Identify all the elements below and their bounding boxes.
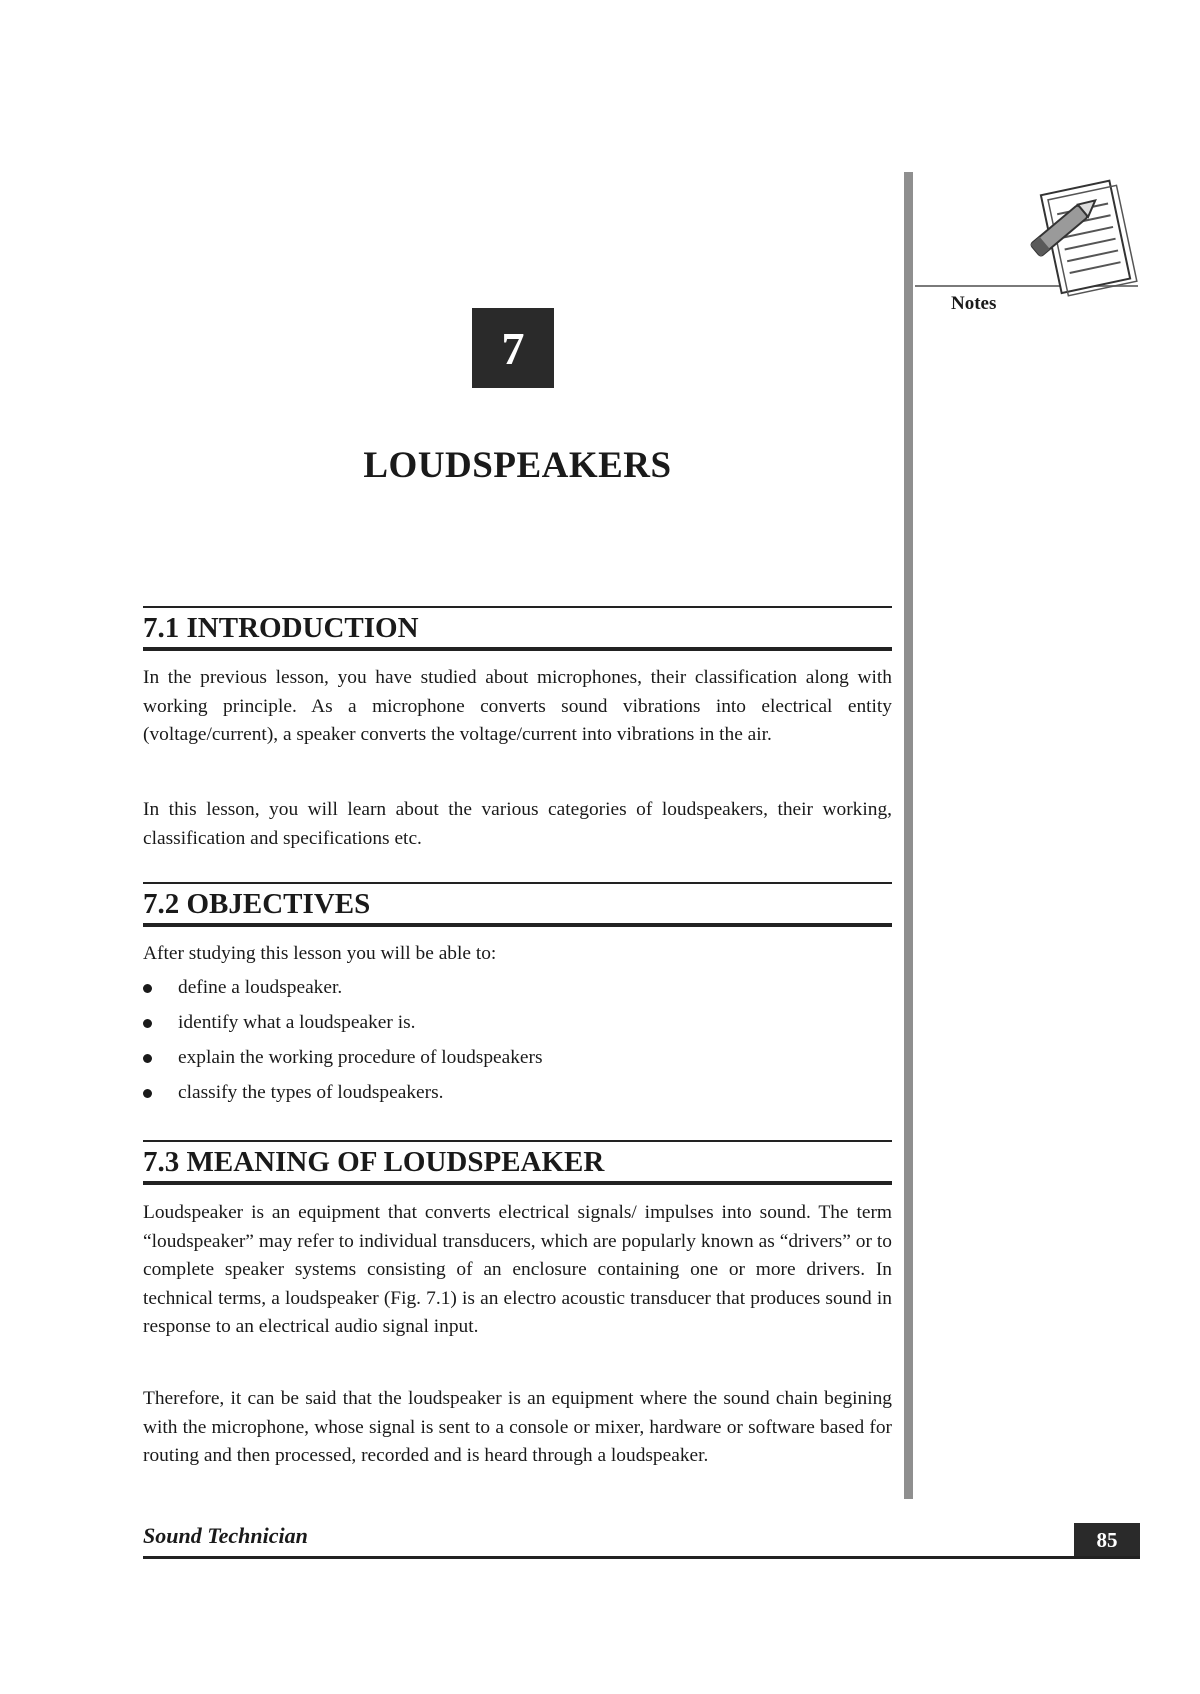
objectives-intro: After studying this lesson you will be able to: — [143, 943, 497, 964]
list-item — [143, 970, 892, 1005]
list-item-text: define a loudspeaker. — [178, 977, 343, 998]
paragraph: In the previous lesson, you have studied about microphones, their classification along with working principle. As a microphone converts sound vibrations into electrical entity (voltage/current), a speaker converts the voltage/current into vibrations in the air. — [143, 667, 892, 745]
section-heading-meaning: 7.3 MEANING OF LOUDSPEAKER — [143, 1140, 892, 1185]
footer-book-title: Sound Technician — [143, 1523, 308, 1548]
margin-divider — [904, 172, 913, 1499]
paragraph: Therefore, it can be said that the loudspeaker is an equipment where the sound chain begining with the microphone, whose signal is sent to a console or mixer, hardware or software based for routing and then processed, recorded and is heard through a loudspeaker. — [143, 1388, 892, 1466]
paragraph: Loudspeaker is an equipment that converts electrical signals/ impulses into sound. The term “loudspeaker” may refer to individual transducers, which are popularly known as “drivers” or to complete speaker systems consisting of an enclosure containing one or more drivers. In technical terms, a loudspeaker (Fig. 7.1) is an electro acoustic transducer that produces sound in response to an electrical audio signal input. — [143, 1202, 892, 1337]
bullet-icon — [143, 984, 152, 993]
notes-pencil-icon — [1020, 170, 1140, 300]
bullet-icon — [143, 1089, 152, 1098]
chapter-title: LOUDSPEAKERS — [363, 445, 672, 486]
bullet-icon — [143, 1054, 152, 1063]
section-heading-introduction: 7.1 INTRODUCTION — [143, 606, 892, 651]
footer-rule — [143, 1556, 1140, 1559]
bullet-icon — [143, 1019, 152, 1028]
list-item-text: identify what a loudspeaker is. — [178, 1012, 416, 1033]
list-item — [143, 1005, 892, 1040]
list-item-text: classify the types of loudspeakers. — [178, 1082, 444, 1103]
paragraph: In this lesson, you will learn about the various categories of loudspeakers, their working, classification and specifications etc. — [143, 799, 892, 849]
section-heading-objectives: 7.2 OBJECTIVES — [143, 882, 892, 927]
list-item-text: explain the working procedure of loudspeakers — [178, 1047, 543, 1068]
chapter-number: 7 — [472, 308, 554, 388]
notes-label: Notes — [951, 293, 997, 314]
list-item — [143, 1075, 892, 1110]
list-item — [143, 1040, 892, 1075]
page-number: 85 — [1074, 1523, 1140, 1558]
objectives-list — [143, 970, 892, 1110]
